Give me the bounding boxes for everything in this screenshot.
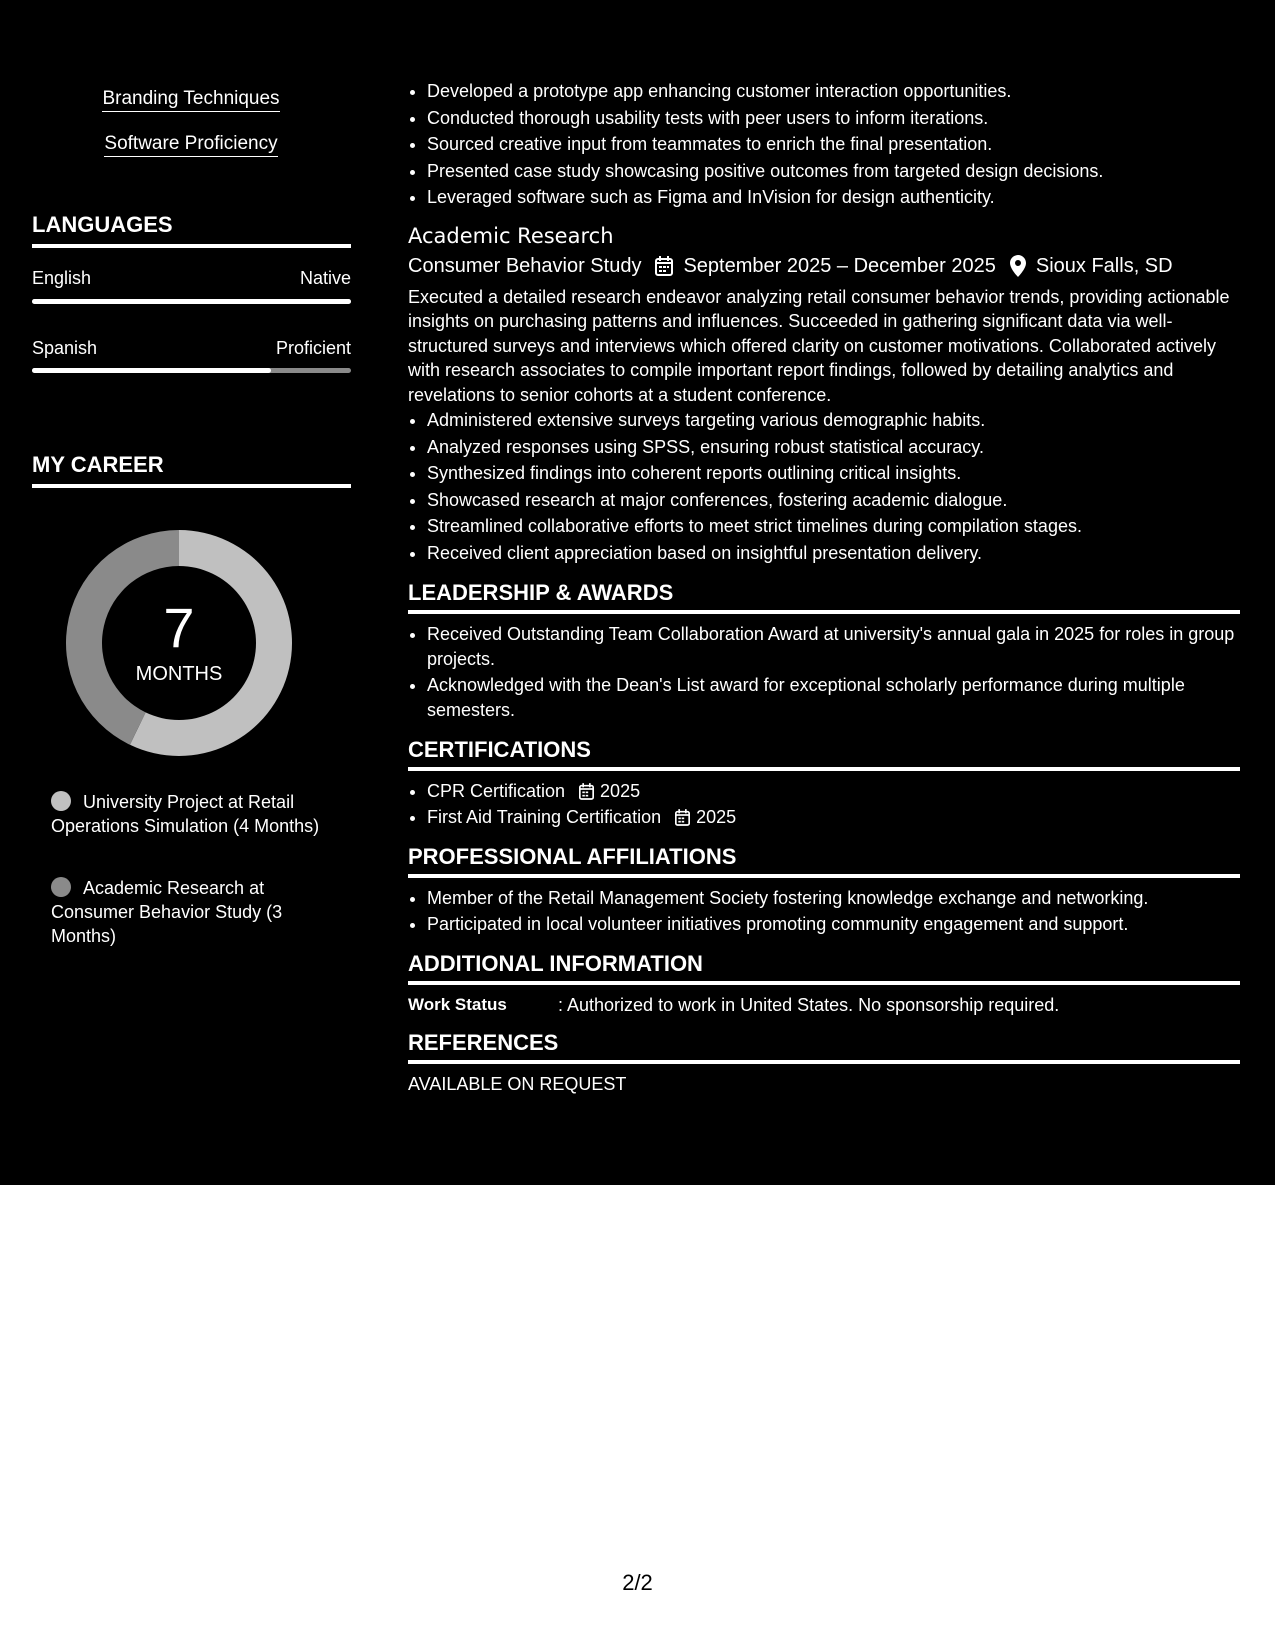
experience-description: Executed a detailed research endeavor analyzing retail consumer behavior trends, providing actionable insights on purchasing patterns and influences. Succeeded in gathering significant data via well-structured surveys and interviews which offered clarity on customer motivations. Collaborated actively with research associates to compile important report findings, followed by detailing analytics and revelations to senior cohorts at a student conference. [408,286,1230,405]
career-legend-item [51,876,321,948]
language-bar [32,299,351,304]
project-bullets [408,78,1240,211]
work-status-label: Work Status [408,995,507,1014]
language-name: English [32,268,92,288]
additional-info-heading: ADDITIONAL INFORMATION [408,951,1240,985]
page-number: 2/2 [622,1570,653,1595]
calendar-icon [579,783,594,800]
list-item: • Synthesized findings into coherent reports outlining critical insights. [427,460,1240,487]
list-item: • Showcased research at major conferences, fostering academic dialogue. [427,487,1240,514]
research-bullets [408,407,1240,566]
experience-meta [408,251,1240,281]
career-total-months: 7 [163,596,195,659]
affiliations-list [408,886,1240,937]
skill-item [0,133,382,155]
calendar-icon [655,256,673,276]
list-item: • Analyzed responses using SPSS, ensuring robust statistical accuracy. [427,434,1240,461]
calendar-icon [675,809,690,826]
list-item: • Acknowledged with the Dean's List award for exceptional scholarly performance during multiple semesters. [427,673,1240,723]
language-level: Native [299,268,351,288]
language-bar [32,368,351,373]
language-row [32,268,351,289]
skill-label: Software Proficiency [104,133,277,157]
legend-dot-icon [51,877,71,897]
main-content [408,78,1240,1095]
list-item: • Leveraged software such as Figma and InVision for design authenticity. [427,184,1240,211]
language-name: Spanish [32,338,98,358]
list-item: • Sourced creative input from teammates to enrich the final presentation. [427,131,1240,158]
experience-dates: September 2025 – December 2025 [683,254,996,277]
list-item: • Streamlined collaborative efforts to meet strict timelines during compilation stages. [427,513,1240,540]
certifications-heading: CERTIFICATIONS [408,737,1240,771]
work-status-row [408,995,1240,1016]
leadership-heading: LEADERSHIP & AWARDS [408,580,1240,614]
career-legend-label: Academic Research at Consumer Behavior Study (3 Months) [51,878,283,946]
leadership-list [408,622,1240,723]
certification-item [427,805,1240,830]
certification-year: 2025 [696,807,737,827]
certification-year: 2025 [600,781,641,801]
list-item: • Developed a prototype app enhancing customer interaction opportunities. [427,78,1240,105]
list-item: • Presented case study showcasing positive outcomes from targeted design decisions. [427,158,1240,185]
certification-item [427,779,1240,804]
experience-title: Academic Research [408,223,614,248]
list-item: • Received client appreciation based on insightful presentation delivery. [427,540,1240,567]
career-heading: MY CAREER [32,452,351,488]
list-item: • Administered extensive surveys targeting various demographic habits. [427,407,1240,434]
language-bar-fill [32,368,271,373]
list-item: • Member of the Retail Management Society fostering knowledge exchange and networking. [427,886,1240,911]
list-item: • Conducted thorough usability tests with peer users to inform iterations. [427,105,1240,132]
certification-name: • CPR Certification [427,781,566,801]
work-status-value: : Authorized to work in United States. No sponsorship required. [558,995,1060,1015]
sidebar [0,0,382,1185]
certification-name: • First Aid Training Certification [427,807,662,827]
skill-label: Branding Techniques [102,88,279,112]
references-text: AVAILABLE ON REQUEST [408,1074,627,1094]
list-item: • Received Outstanding Team Collaboration Award at university's annual gala in 2025 for roles in group projects. [427,622,1240,672]
languages-heading: LANGUAGES [32,212,351,248]
career-legend-item [51,790,321,838]
career-total-unit: MONTHS [135,663,223,685]
legend-dot-icon [51,791,71,811]
affiliations-heading: PROFESSIONAL AFFILIATIONS [408,844,1240,878]
language-level: Proficient [275,338,351,358]
experience-org: Consumer Behavior Study [408,254,642,277]
list-item: • Participated in local volunteer initiatives promoting community engagement and support. [427,912,1240,937]
experience-location: Sioux Falls, SD [1035,254,1173,277]
career-legend-label: University Project at Retail Operations Simulation (4 Months) [51,792,320,836]
language-row [32,338,351,359]
skill-item [0,88,382,110]
location-pin-icon [1010,255,1026,277]
language-bar-fill [32,299,351,304]
references-heading: REFERENCES [408,1030,1240,1064]
certifications-list [408,779,1240,830]
